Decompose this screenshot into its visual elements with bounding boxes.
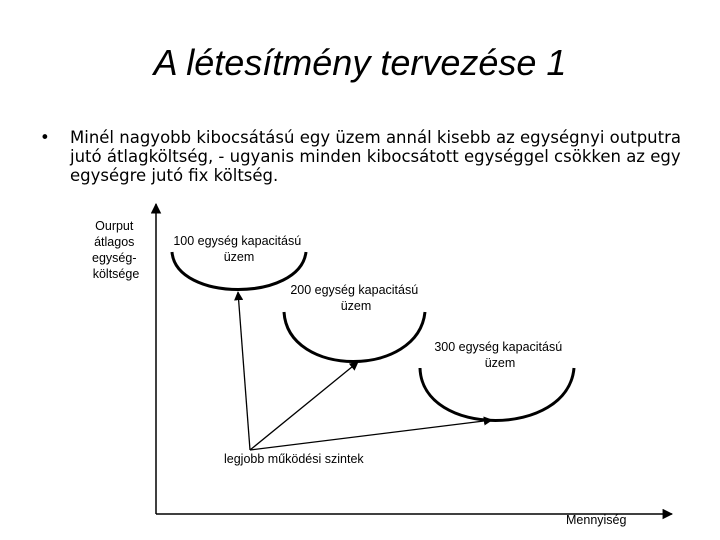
bullet-marker: • xyxy=(40,128,50,147)
slide-title: A létesítmény tervezése 1 xyxy=(153,42,567,83)
curve-label-200: 200 egység kapacitású üzem xyxy=(290,283,419,313)
curve-label-100: 100 egység kapacitású üzem xyxy=(173,234,302,264)
arrow-to-curve-200 xyxy=(250,362,358,450)
arrow-to-curve-300 xyxy=(250,420,492,450)
bullet-text: Minél nagyobb kibocsátású egy üzem annál kisebb az egységnyi outputra jutó átlagköltség, - ugyanis minden kibocsátott egységgel csökken az egy egységre jutó fix költség. xyxy=(70,128,681,185)
y-axis-label: Ourput átlagos egység- költsége xyxy=(92,219,140,281)
arrow-to-curve-100 xyxy=(238,292,250,450)
optimal-levels-label: legjobb működési szintek xyxy=(224,452,364,466)
cost-curve-300 xyxy=(420,368,574,421)
cost-curve-200 xyxy=(284,312,425,362)
curve-label-300: 300 egység kapacitású üzem xyxy=(434,340,563,370)
x-axis-label: Mennyiség xyxy=(566,513,627,527)
